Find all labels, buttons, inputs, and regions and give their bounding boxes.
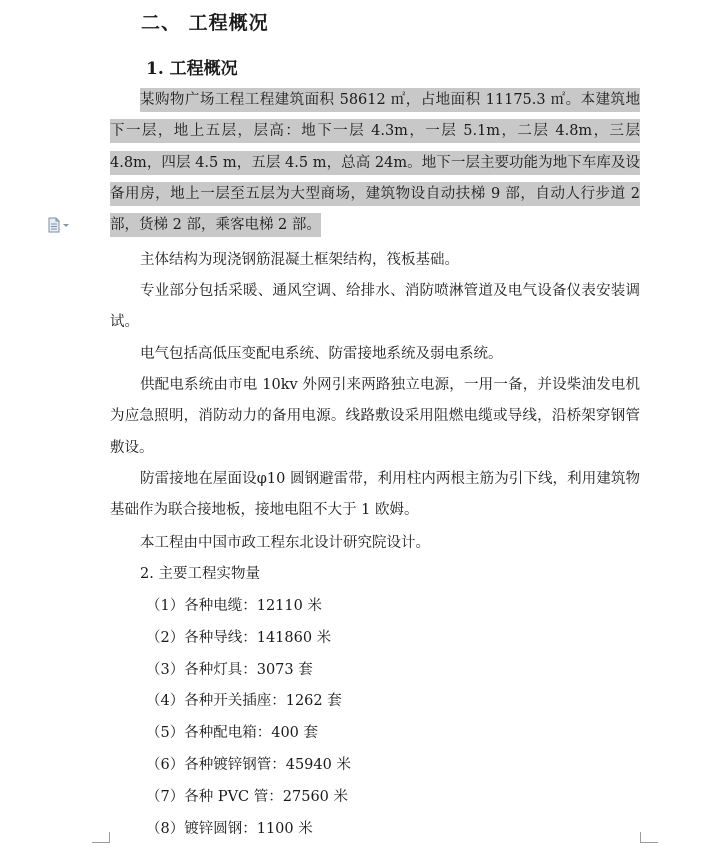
paragraph-power-supply[interactable]: 供配电系统由市电 10kv 外网引来两路独立电源，一用一备，并设柴油发电机为应急照明，消防动力的备用电源。线路敷设采用阻燃电缆或导线，沿桥架穿钢管敷设。 — [110, 377, 640, 456]
paragraph-structure[interactable]: 主体结构为现浇钢筋混凝土框架结构，筏板基础。 — [140, 252, 459, 268]
paragraph-specialties[interactable]: 专业部分包括采暖、通风空调、给排水、消防喷淋管道及电气设备仪表安装调试。 — [110, 283, 640, 331]
margin-corner-mark — [640, 832, 658, 843]
list-item[interactable]: （3）各种灯具：3073 套 — [146, 661, 313, 678]
list-item[interactable]: （4）各种开关插座：1262 套 — [146, 693, 342, 710]
paragraph-lightning[interactable]: 防雷接地在屋面设φ10 圆钢避雷带，利用柱内两根主筋为引下线，利用建筑物基础作为联合接地板，接地电阻不大于 1 欧姆。 — [110, 471, 640, 519]
section-title: 二、 工程概况 — [141, 12, 269, 34]
margin-corner-mark — [92, 832, 110, 843]
list-item[interactable]: （5）各种配电箱：400 套 — [146, 725, 319, 742]
list-item[interactable]: （7）各种 PVC 管：27560 米 — [146, 788, 349, 805]
quantities-title[interactable]: 2. 主要工程实物量 — [140, 566, 260, 582]
selected-text[interactable]: 某购物广场工程工程建筑面积 58612 ㎡，占地面积 11175.3 ㎡。本建筑地下一层，地上五层，层高：地下一层 4.3m，一层 5.1m，二层 4.8m，三层 4.8m，四层 4.5 m，五层 4.5 m，总高 24m。地下一层主要功能为地下车库及设备用房，地上一层至五层为大型商场，建筑物设自动扶梯 9 部，自动人行步道 2 部，货梯 2 部，乘客电梯 2 部。 — [110, 88, 640, 237]
list-item[interactable]: （1）各种电缆：12110 米 — [146, 598, 322, 614]
quantities-list — [146, 594, 351, 848]
paragraph-designer[interactable]: 本工程由中国市政工程东北设计研究院设计。 — [140, 535, 430, 551]
subsection-title: 1. 工程概况 — [146, 59, 238, 79]
paragraph-overview[interactable] — [110, 85, 640, 241]
paragraph-layout-icon[interactable] — [47, 217, 71, 233]
list-item[interactable]: （8）镀锌圆钢：1100 米 — [146, 820, 313, 837]
list-item[interactable]: （2）各种导线：141860 米 — [146, 629, 332, 646]
list-item[interactable]: （6）各种镀锌钢管：45940 米 — [146, 756, 351, 773]
paragraph-electrical[interactable]: 电气包括高低压变配电系统、防雷接地系统及弱电系统。 — [140, 346, 503, 362]
